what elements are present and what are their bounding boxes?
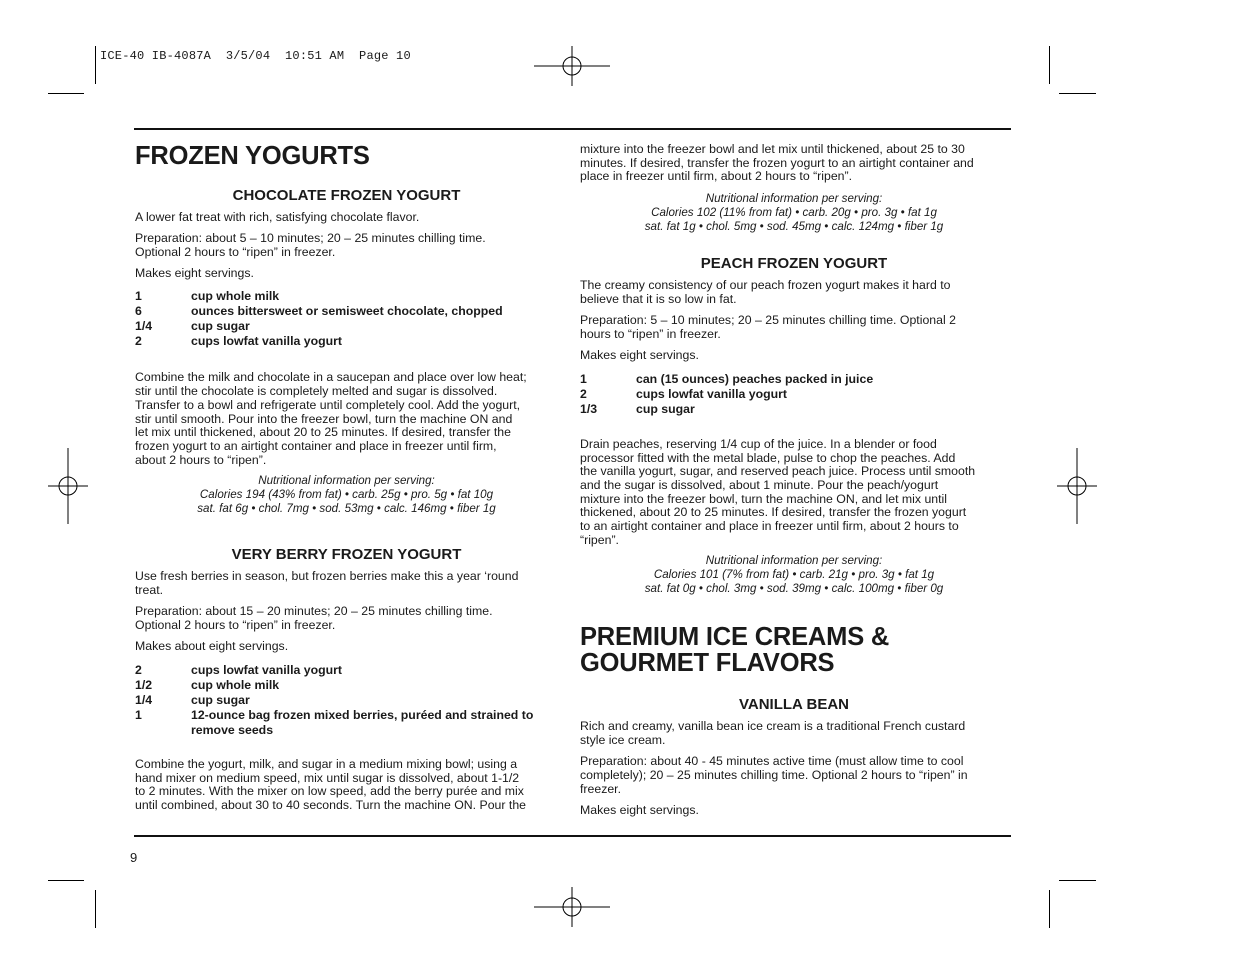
recipe-prep: Preparation: about 5 – 10 minutes; 20 – 25 minutes chilling time. Optional 2 hours to “ripen” in freezer. xyxy=(135,231,486,259)
ingredient-row: 1/4 cup sugar xyxy=(135,319,250,334)
registration-mark-bottom xyxy=(534,887,610,927)
printer-slug: ICE-40 IB-4087A 3/5/04 10:51 AM Page 10 xyxy=(100,49,411,63)
recipe-servings: Makes eight servings. xyxy=(580,803,699,818)
recipe-title-chocolate: CHOCOLATE FROZEN YOGURT xyxy=(232,187,461,204)
nutrition-info: Nutritional information per serving: Calories 102 (11% from fat) • carb. 20g • pro. 3g • fat 1g sat. fat 1g • chol. 5mg • sod. 45mg • calc. 124mg • fiber 1g xyxy=(644,192,944,234)
ingredient-row: 2 cups lowfat vanilla yogurt xyxy=(135,663,343,678)
recipe-title-vanilla: VANILLA BEAN xyxy=(739,696,849,714)
registration-mark-top xyxy=(534,46,610,86)
nutrition-info: Nutritional information per serving: Calories 101 (7% from fat) • carb. 21g • pro. 3g • fat 1g sat. fat 0g • chol. 3mg • sod. 39mg • calc. 100mg • fiber 0g xyxy=(644,554,944,596)
page-number: 9 xyxy=(130,850,138,865)
recipe-intro: Use fresh berries in season, but frozen berries make this a year ‘round treat. xyxy=(135,569,519,598)
recipe-title-peach: PEACH FROZEN YOGURT xyxy=(700,255,888,273)
ingredient-row: 6 ounces bittersweet or semisweet chocolate, chopped xyxy=(135,304,503,319)
recipe-servings: Makes eight servings. xyxy=(135,265,254,280)
ingredient-row: 2 cups lowfat vanilla yogurt xyxy=(135,334,343,349)
bottom-rule xyxy=(134,835,1011,837)
registration-mark-right xyxy=(1057,448,1097,524)
recipe-prep: Preparation: about 15 – 20 minutes; 20 – 25 minutes chilling time. Optional 2 hours to “ripen” in freezer. xyxy=(135,604,493,633)
section-title-premium: PREMIUM ICE CREAMS & GOURMET FLAVORS xyxy=(580,623,890,678)
recipe-servings: Makes eight servings. xyxy=(580,348,699,363)
recipe-prep: Preparation: 5 – 10 minutes; 20 – 25 minutes chilling time. Optional 2 hours to “ripen” in freezer. xyxy=(580,313,956,341)
ingredient-list xyxy=(135,289,558,349)
nutrition-info: Nutritional information per serving: Calories 194 (43% from fat) • carb. 25g • pro. 5g • fat 10g sat. fat 6g • chol. 7mg • sod. 53mg • calc. 146mg • fiber 1g xyxy=(197,474,496,516)
recipe-prep: Preparation: about 40 - 45 minutes active time (must allow time to cool completely); 20 – 25 minutes chilling time. Optional 2 hours to “ripen” in freezer. xyxy=(580,754,968,796)
recipe-method: Combine the milk and chocolate in a saucepan and place over low heat; stir until the chocolate is completely melted and sugar is dissolved. Transfer to a bowl and refrigerate until completely cool. Add the yogurt, stir until smooth. Pour into the freezer bowl, turn the machine ON and let mix until thickened, about 20 to 25 minutes. If desired, transfer the frozen yogurt to an airtight container and place in freezer until firm, about 2 hours to “ripen”. xyxy=(135,370,527,467)
right-column xyxy=(580,143,1008,825)
ingredient-row: 1/2 cup whole milk xyxy=(135,678,280,693)
recipe-title-berry: VERY BERRY FROZEN YOGURT xyxy=(231,546,462,564)
ingredient-list xyxy=(135,663,558,738)
ingredient-row: 1 cup whole milk xyxy=(135,289,280,304)
top-rule xyxy=(134,128,1011,130)
ingredient-row: 2 cups lowfat vanilla yogurt xyxy=(580,386,788,401)
recipe-method: Combine the yogurt, milk, and sugar in a medium mixing bowl; using a hand mixer on medium speed, mix until sugar is dissolved, about 1-1/2 to 2 minutes. With the mixer on low speed, add the berry purée and mix until combined, about 30 to 40 seconds. Turn the machine ON. Pour the xyxy=(135,757,527,813)
ingredient-row: 1 12-ounce bag frozen mixed berries, puréed and strained to remove seeds xyxy=(135,708,534,738)
ingredient-row: 1 can (15 ounces) peaches packed in juice xyxy=(580,371,874,386)
registration-mark-left xyxy=(48,448,88,524)
ingredient-list xyxy=(580,372,1008,417)
ingredient-row: 1/4 cup sugar xyxy=(135,693,250,708)
section-title-frozen-yogurts: FROZEN YOGURTS xyxy=(135,142,370,170)
recipe-intro: A lower fat treat with rich, satisfying chocolate flavor. xyxy=(135,210,420,224)
left-column xyxy=(135,143,558,820)
recipe-method: Drain peaches, reserving 1/4 cup of the juice. In a blender or food processor fitted with the metal blade, pulse to chop the peaches. Add the vanilla yogurt, sugar, and reserved peach juice. Process until smooth and the sugar is dissolved, about 1 minute. Pour the peach/yogurt mixture into the freezer bowl, turn the machine ON, and let mix until thickened, about 20 to 25 minutes. If desired, transfer the frozen yogurt to an airtight container and place in freezer until firm, about 2 hours to “ripen”. xyxy=(580,436,976,547)
recipe-method-continued: mixture into the freezer bowl and let mix until thickened, about 25 to 30 minutes. If desired, transfer the frozen yogurt to an airtight container and place in freezer until firm, about 2 hours to “ripen”. xyxy=(580,142,974,184)
recipe-intro: The creamy consistency of our peach frozen yogurt makes it hard to believe that it is so low in fat. xyxy=(580,278,951,306)
recipe-servings: Makes about eight servings. xyxy=(135,639,289,654)
recipe-intro: Rich and creamy, vanilla bean ice cream is a traditional French custard style ice cream. xyxy=(580,719,966,748)
ingredient-row: 1/3 cup sugar xyxy=(580,401,695,416)
